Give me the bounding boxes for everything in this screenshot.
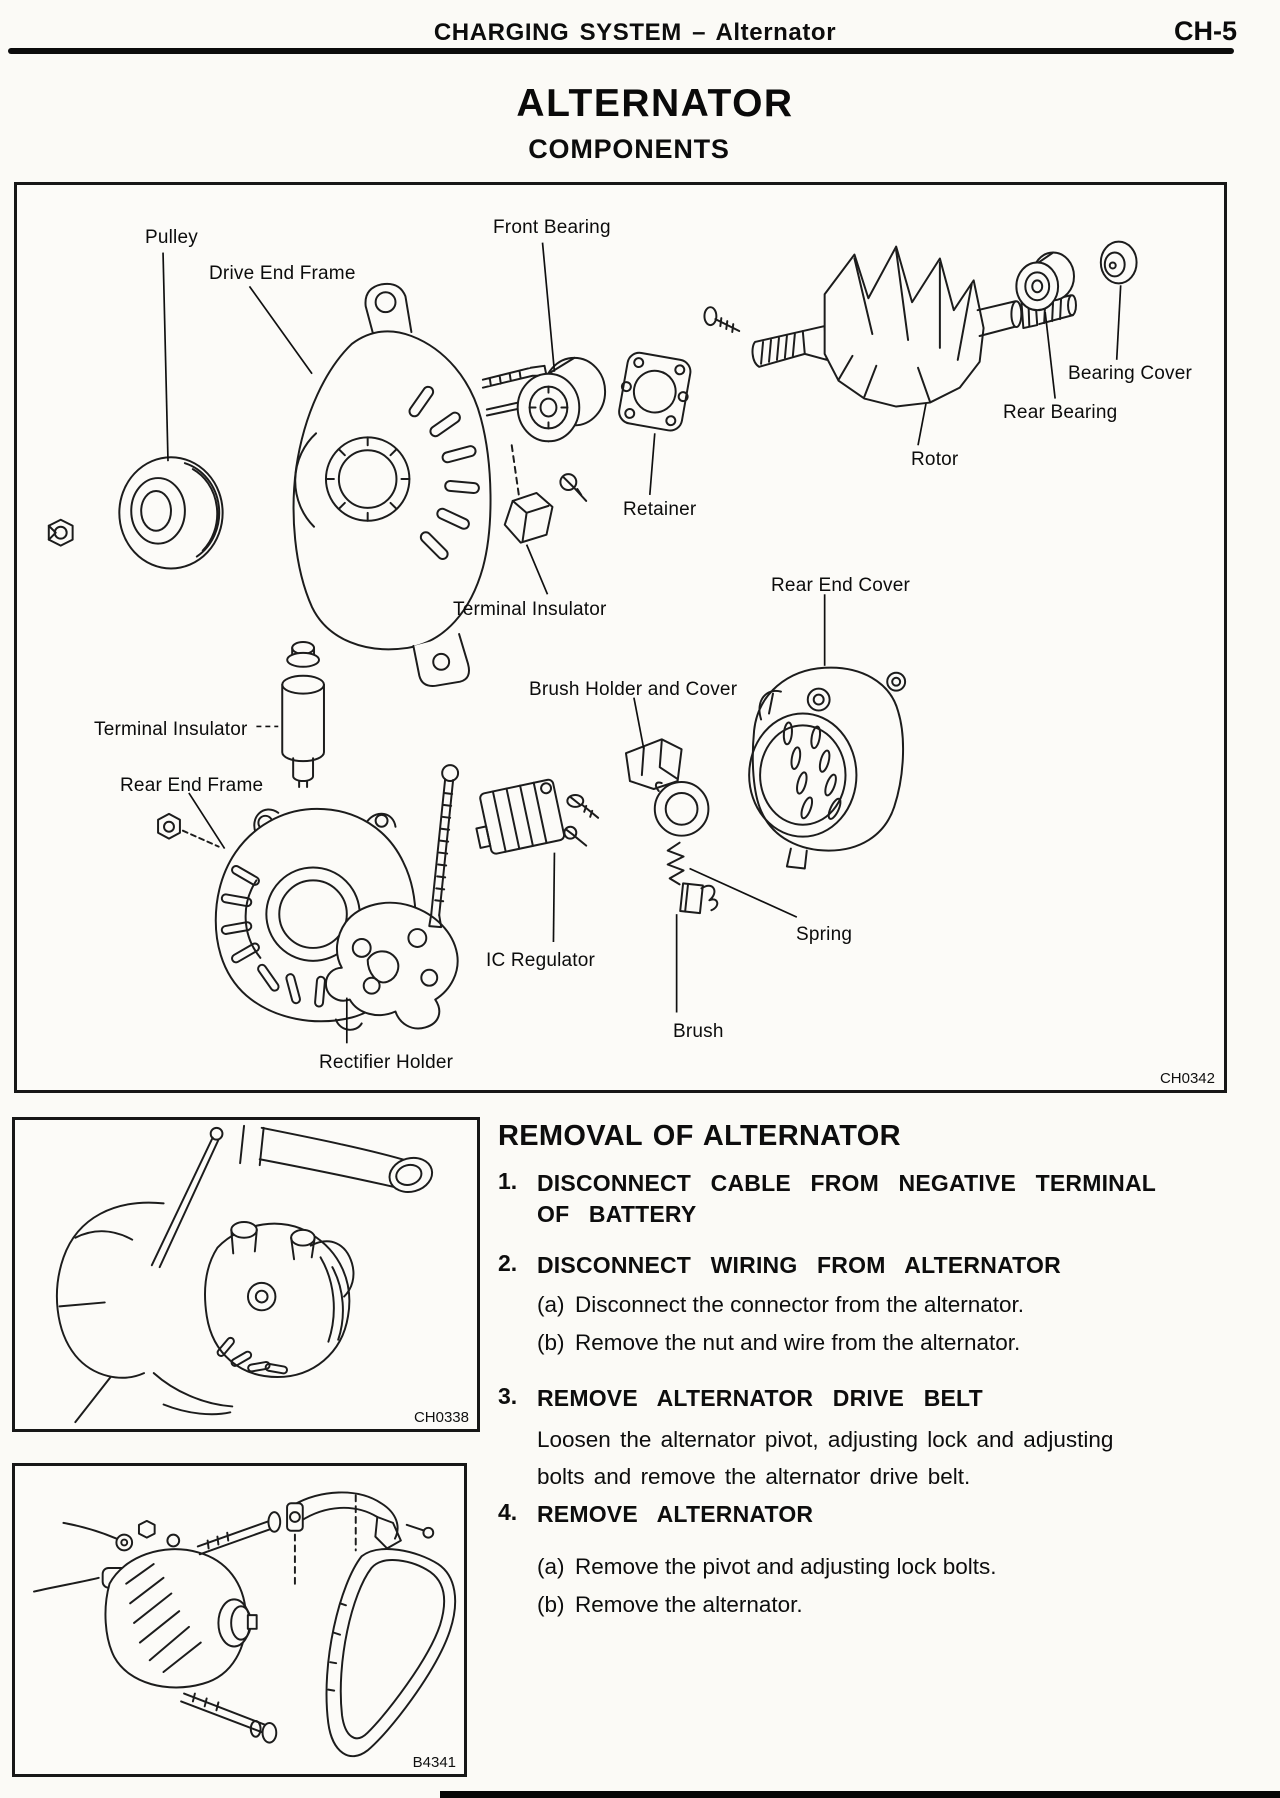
part-label-brush-holder-and-cover: Brush Holder and Cover: [529, 679, 738, 700]
step-substep-b: [537, 1328, 1237, 1358]
substep-text: Remove the alternator.: [575, 1592, 803, 1617]
step-number: 4.: [498, 1499, 518, 1525]
header-rule: [8, 48, 1234, 54]
figure-code: CH0342: [1159, 1070, 1215, 1087]
leader-line: [634, 698, 644, 750]
components-exploded-diagram: [17, 185, 1224, 1090]
leader-line: [189, 793, 225, 849]
page-bottom-scan-bar: [440, 1791, 1280, 1798]
page-header-title: CHARGING SYSTEM – Alternator: [433, 19, 837, 46]
components-figure: [14, 182, 1227, 1093]
part-label-terminal-insulator: Terminal Insulator: [94, 719, 248, 740]
leader-line: [553, 853, 554, 942]
leader-line: [249, 286, 312, 373]
step-title: [537, 1383, 1237, 1414]
substep-label: (b): [537, 1592, 565, 1617]
substep-label: (a): [537, 1292, 565, 1317]
step-title-line: OF BATTERY: [537, 1201, 697, 1227]
step-title: [537, 1250, 1237, 1281]
step-title-line: REMOVE ALTERNATOR DRIVE BELT: [537, 1385, 983, 1411]
step-body: [537, 1421, 1237, 1495]
belt-illustration: [15, 1466, 464, 1774]
part-label-rectifier-holder: Rectifier Holder: [319, 1052, 454, 1073]
substep-label: (a): [537, 1554, 565, 1579]
step-number: 2.: [498, 1250, 518, 1276]
substep-text: Remove the pivot and adjusting lock bolts.: [575, 1554, 997, 1579]
figure-alternator-belt: [12, 1463, 467, 1777]
substep-text: Disconnect the connector from the alternator.: [575, 1292, 1024, 1317]
part-label-terminal-insulator: Terminal Insulator: [453, 599, 607, 620]
leader-line: [1117, 285, 1121, 360]
removal-section: [498, 1118, 1237, 1620]
part-label-front-bearing: Front Bearing: [493, 217, 611, 238]
removal-step-4: [498, 1499, 1237, 1620]
step-title-line: DISCONNECT CABLE FROM NEGATIVE TERMINAL: [537, 1170, 1157, 1196]
leader-line: [650, 433, 655, 495]
removal-step-3: [498, 1383, 1237, 1495]
step-substep-a: [537, 1290, 1237, 1320]
substep-text: Remove the nut and wire from the alternator.: [575, 1330, 1021, 1355]
part-label-bearing-cover: Bearing Cover: [1068, 363, 1193, 384]
part-label-pulley: Pulley: [145, 227, 198, 248]
subsection-title: COMPONENTS: [528, 134, 730, 164]
figure-code: B4341: [412, 1754, 456, 1771]
leader-line: [690, 868, 797, 917]
step-title: [537, 1499, 1237, 1530]
removal-step-1: [498, 1168, 1237, 1230]
step-body-line: bolts and remove the alternator drive belt.: [537, 1464, 971, 1489]
part-label-retainer: Retainer: [623, 499, 697, 520]
part-label-spring: Spring: [796, 924, 853, 945]
part-label-brush: Brush: [673, 1021, 724, 1042]
part-label-rear-bearing: Rear Bearing: [1003, 402, 1118, 423]
step-body-line: Loosen the alternator pivot, adjusting lock and adjusting: [537, 1427, 1114, 1452]
leader-line: [527, 545, 548, 595]
step-title-line: REMOVE ALTERNATOR: [537, 1501, 814, 1527]
removal-step-2: [498, 1250, 1237, 1358]
section-title: ALTERNATOR: [516, 82, 794, 125]
part-label-rotor: Rotor: [911, 449, 959, 470]
figure-alternator-location: [12, 1117, 480, 1432]
removal-steps: [498, 1168, 1237, 1620]
step-substep-b: [537, 1590, 1237, 1620]
substep-label: (b): [537, 1330, 565, 1355]
engine-bay-illustration: [15, 1120, 477, 1429]
removal-heading: REMOVAL OF ALTERNATOR: [498, 1120, 901, 1152]
step-title-line: DISCONNECT WIRING FROM ALTERNATOR: [537, 1252, 1061, 1278]
part-label-ic-regulator: IC Regulator: [486, 950, 596, 971]
step-number: 3.: [498, 1383, 518, 1409]
part-label-drive-end-frame: Drive End Frame: [209, 263, 356, 284]
step-title: [537, 1168, 1237, 1230]
part-label-rear-end-cover: Rear End Cover: [771, 575, 911, 596]
step-number: 1.: [498, 1168, 518, 1194]
leader-line: [163, 253, 168, 462]
leader-line: [1045, 312, 1055, 398]
figure-code: CH0338: [413, 1409, 469, 1426]
step-substep-a: [537, 1552, 1237, 1582]
leader-line: [543, 243, 555, 372]
page-number: CH-5: [1174, 16, 1238, 46]
part-label-rear-end-frame: Rear End Frame: [120, 775, 264, 796]
leader-line: [918, 404, 926, 446]
